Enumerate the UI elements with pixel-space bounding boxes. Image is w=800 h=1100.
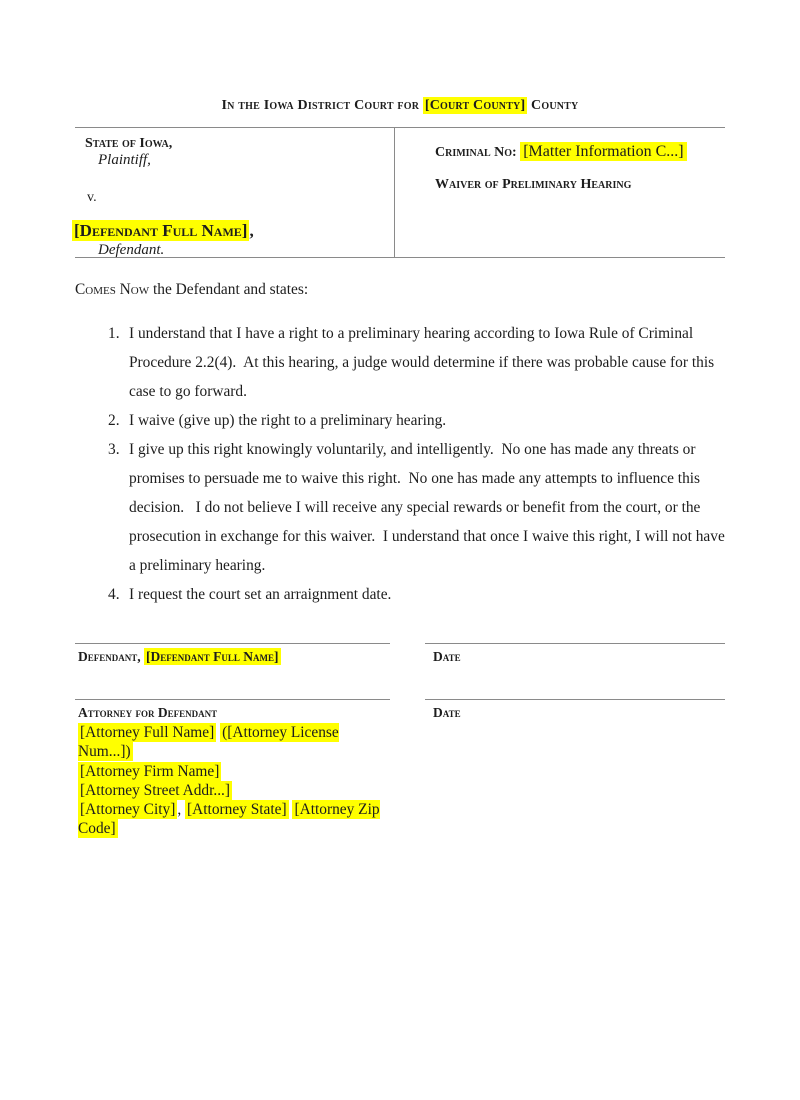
court-county-placeholder[interactable]: [Court County] (424, 98, 526, 113)
case-caption-box (75, 127, 725, 258)
date-label: Date (433, 649, 461, 664)
document-content (0, 96, 800, 839)
list-item-text: I give up this right knowingly voluntarily, and intelligently. No one has made any threats or promises to persuade me to waive this right. No one has made any attempts to influence this decision. I do not believe I will receive any special rewards or benefit from the court, or the prosecution in exchange for this waiver. I understand that once I waive this right, I will not have a preliminary hearing. (129, 441, 729, 574)
defendant-date-line (425, 643, 725, 665)
list-item-number: 3. (108, 441, 120, 458)
defendant-signature-row (75, 643, 725, 665)
list-item-text: I understand that I have a right to a preliminary hearing according to Iowa Rule of Criminal Procedure 2.2(4). At this hearing, a judge would determine if there was probable cause for this case to go forward. (129, 325, 718, 400)
opening-rest: the Defendant and states: (149, 281, 309, 298)
defendant-name-placeholder[interactable]: [Defendant Full Name] (74, 221, 248, 240)
signature-section (75, 643, 725, 839)
attorney-contact-block (75, 723, 390, 839)
defendant-signature-line (75, 643, 390, 665)
document-title: Waiver of Preliminary Hearing (435, 177, 632, 192)
attorney-signature-row (75, 699, 725, 839)
attorney-firm-name-placeholder[interactable]: [Attorney Firm Name] (80, 762, 220, 780)
matter-information-placeholder[interactable]: [Matter Information C...] (520, 142, 686, 161)
text-segment: , (177, 801, 186, 819)
attorney-name-license-line (78, 723, 390, 762)
attorney-city-placeholder[interactable]: [Attorney City] (80, 801, 176, 819)
list-item-number: 1. (108, 325, 120, 342)
text-segment: , (249, 221, 254, 240)
caption-parties-column (75, 128, 395, 257)
defendant-role-label: Defendant. (98, 242, 165, 258)
comes-now-phrase: Comes Now (75, 281, 150, 298)
date-label: Date (433, 705, 461, 720)
defendant-name-signature-placeholder[interactable]: [Defendant Full Name] (146, 649, 279, 664)
list-item (75, 406, 735, 435)
list-item (75, 319, 735, 406)
opening-paragraph (75, 280, 725, 300)
numbered-statements-list (75, 319, 735, 609)
attorney-street-address-placeholder[interactable]: [Attorney Street Addr...] (80, 781, 231, 799)
attorney-date-line (425, 699, 725, 839)
attorney-city-state-zip-line (78, 800, 390, 839)
defendant-signature-label (75, 649, 390, 665)
versus-label: v. (87, 190, 97, 205)
attorney-firm-line (78, 762, 390, 781)
text-segment: Defendant, (78, 649, 145, 664)
list-item-number: 2. (108, 412, 120, 429)
attorney-license-number-placeholder[interactable]: ([Attorney License Num...]) (78, 724, 339, 761)
court-title (75, 96, 725, 116)
attorney-signature-line (75, 699, 390, 839)
list-item (75, 435, 735, 580)
attorney-zip-code-placeholder[interactable]: [Attorney Zip Code] (78, 801, 380, 838)
text-segment: In the Iowa District Court for (221, 98, 423, 113)
attorney-full-name-placeholder[interactable]: [Attorney Full Name] (80, 724, 215, 741)
list-item-text: I waive (give up) the right to a preliminary hearing. (129, 412, 447, 429)
list-item (75, 580, 735, 609)
plaintiff-role-label: Plaintiff, (98, 152, 151, 168)
text-segment: County (527, 98, 579, 113)
list-item-text: I request the court set an arraignment date. (129, 586, 392, 603)
defendant-name-line (72, 220, 394, 242)
plaintiff-name: State of Iowa, (85, 136, 173, 151)
caption-case-info-column (395, 128, 725, 257)
criminal-number-label: Criminal No: (435, 145, 521, 160)
list-item-number: 4. (108, 586, 120, 603)
attorney-signature-label: Attorney for Defendant (78, 705, 218, 720)
attorney-street-line (78, 781, 390, 800)
attorney-state-placeholder[interactable]: [Attorney State] (187, 801, 287, 819)
criminal-number-line (435, 141, 725, 163)
